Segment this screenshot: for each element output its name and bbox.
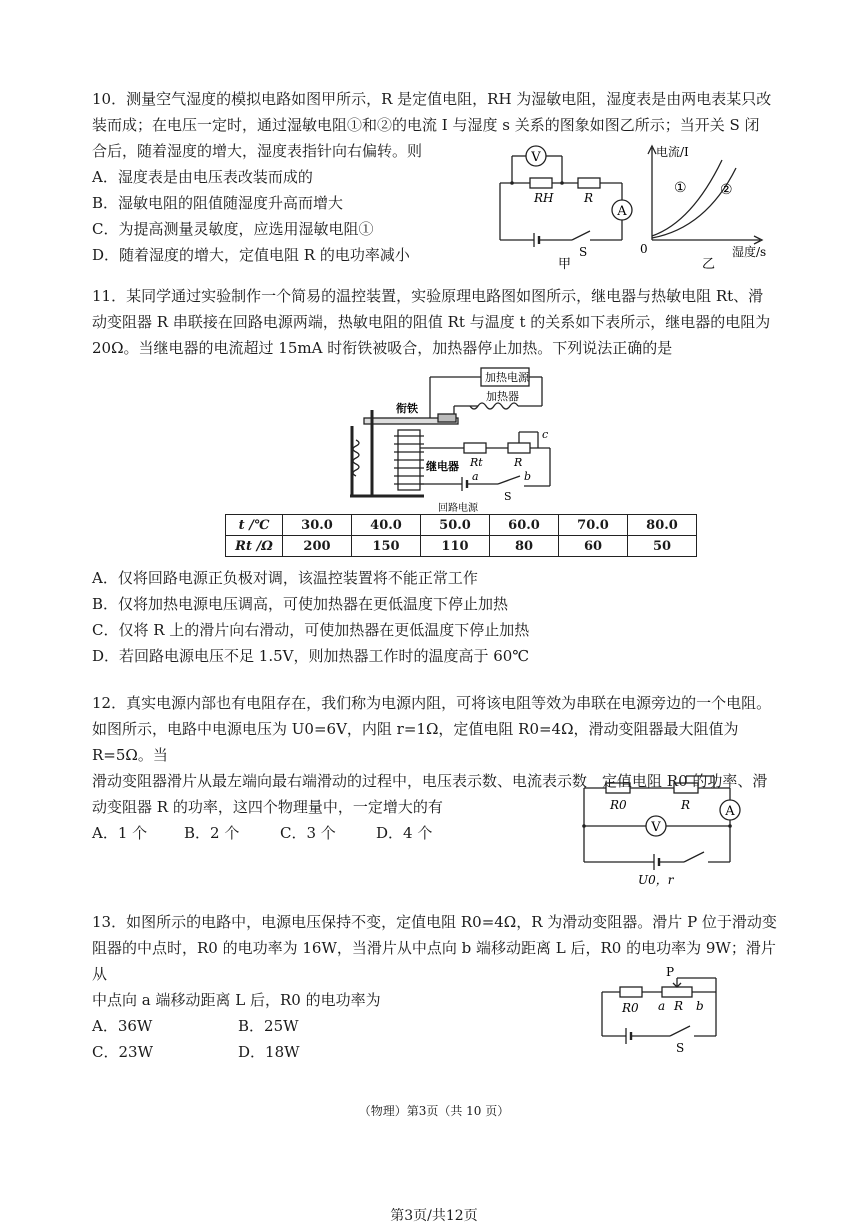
q13-option-c[interactable]: C．23W [92,1043,153,1061]
table-header-cell: Rt /Ω [226,536,283,557]
table-cell: 150 [352,536,421,557]
q12-circuit-figure [580,774,745,886]
terminal-a-label: a [658,999,666,1013]
q10-option-b[interactable]: B．湿敏电阻的阻值随湿度升高而增大 [92,194,344,212]
graph-x-label: 湿度/s [732,245,767,259]
rt-label: Rt [470,456,483,469]
q11-options [92,565,782,669]
switch-label: S [579,245,588,259]
table-row [226,536,697,557]
q10-option-c[interactable]: C．为提高测量灵敏度，应选用湿敏电阻① [92,220,374,238]
q10-line-3: 合后，随着湿度的增大，湿度表指针向右偏转。则 [92,142,423,160]
r0-label: R0 [610,798,627,812]
ammeter-symbol: A [725,804,735,819]
terminal-b-label: b [524,470,532,483]
table-cell: 30.0 [283,515,352,536]
ammeter-symbol: A [617,204,627,219]
loop-power-label: 回路电源 [438,503,478,514]
table-cell: 60.0 [490,515,559,536]
table-cell: 50 [628,536,697,557]
relay-label: 继电器 [426,460,459,473]
terminal-b-label: b [696,999,704,1013]
switch-label: S [504,490,512,503]
q11-option-b[interactable]: B．仅将加热电源电压调高，可使加热器在更低温度下停止加热 [92,595,509,613]
q13-line-3: 中点向 a 端移动距离 L 后，R0 的电功率为 [92,991,381,1009]
q13-option-b[interactable]: B．25W [238,1017,299,1035]
q13-option-d[interactable]: D．18W [238,1043,300,1061]
q13-line-1: 13．如图所示的电路中，电源电压保持不变，定值电阻 R0=4Ω，R 为滑动变阻器。滑片 P 位于滑动变 [92,913,777,931]
q10-line-2: 装而成；在电压一定时，通过湿敏电阻①和②的电流 I 与湿度 s 关系的图象如图乙所示；当开关 S 闭 [92,116,760,134]
voltmeter-symbol: V [651,820,661,835]
q12-line-3: 滑动变阻器滑片从最左端向最右端滑动的过程中，电压表示数、电流表示数 定值电阻 R0 的功率、滑 [92,772,768,790]
q11-option-c[interactable]: C．仅将 R 上的滑片向右滑动，可使加热器在更低温度下停止加热 [92,621,530,639]
table-cell: 70.0 [559,515,628,536]
q11-option-a[interactable]: A．仅将回路电源正负极对调，该温控装置将不能正常工作 [92,569,478,587]
rt-temperature-table [225,514,697,557]
q13-option-a[interactable]: A．36W [92,1017,153,1035]
curve-2-label: ② [720,182,733,198]
q13-circuit-figure [598,965,728,1055]
q12-option-c[interactable]: C．3 个 [280,824,336,842]
q10-option-d[interactable]: D．随着湿度的增大，定值电阻 R 的电功率减小 [92,246,410,264]
table-row [226,515,697,536]
curve-1-label: ① [674,180,687,196]
q12-line-4: 动变阻器 R 的功率，这四个物理量中，一定增大的有 [92,798,443,816]
terminal-a-label: a [472,470,479,483]
q11-relay-circuit-figure [338,364,568,516]
table-cell: 60 [559,536,628,557]
q12-option-d[interactable]: D．4 个 [376,824,433,842]
terminal-c-label: c [542,428,549,441]
table-cell: 40.0 [352,515,421,536]
r-label: R [584,191,594,205]
figure-label-jia: 甲 [558,257,572,272]
heater-label: 加热器 [486,390,519,403]
table-header-cell: t /℃ [226,515,283,536]
graph-origin: 0 [640,242,648,256]
q12-line-2: 如图所示，电路中电源电压为 U0=6V，内阻 r=1Ω，定值电阻 R0=4Ω，滑动变阻器最大阻值为 R=5Ω。当 [92,720,739,764]
q11-line-2: 动变阻器 R 串联接在回路电源两端，热敏电阻的阻值 Rt 与温度 t 的关系如下表所示，继电器的电阻为 [92,313,771,331]
table-cell: 80 [490,536,559,557]
table-cell: 110 [421,536,490,557]
q11-option-d[interactable]: D．若回路电源电压不足 1.5V，则加热器工作时的温度高于 60℃ [92,647,530,665]
q10-option-a[interactable]: A．湿度表是由电压表改装而成的 [92,168,313,186]
rh-label: RH [534,191,554,205]
figure-label-yi: 乙 [702,257,716,272]
table-cell: 50.0 [421,515,490,536]
graph-y-label: 电流/I [656,145,689,159]
q12-option-a[interactable]: A．1 个 [92,824,148,842]
r0-label: R0 [622,1001,639,1015]
armature-label: 衔铁 [396,402,418,415]
q11-line-3: 20Ω。当继电器的电流超过 15mA 时衔铁被吸合，加热器停止加热。下列说法正确的是 [92,339,673,357]
heating-power-label: 加热电源 [485,371,529,384]
r-label: R [514,456,523,469]
q11-line-1: 11．某同学通过实验制作一个简易的温控装置，实验原理电路图如图所示，继电器与热敏电阻 Rt、滑 [92,287,764,305]
voltmeter-symbol: V [531,150,541,165]
source-label: U0，r [638,873,674,887]
q12-option-b[interactable]: B．2 个 [184,824,240,842]
page-number: 第3页/共12页 [390,1208,478,1224]
q10-graph-figure-yi [630,140,770,270]
q10-line-1: 10．测量空气湿度的模拟电路如图甲所示，R 是定值电阻，RH 为湿敏电阻，湿度表是由两电表某只改 [92,90,772,108]
q10-circuit-figure-jia [490,140,640,270]
q13-line-2: 阻器的中点时，R0 的电功率为 16W，当滑片从中点向 b 端移动距离 L 后，R0 的电功率为 9W；滑片从 [92,939,776,983]
page-footer: （物理）第3页（共 10 页） [358,1104,510,1118]
slider-p-label: P [666,965,675,979]
r-label: R [674,999,684,1013]
question-11 [92,283,782,361]
switch-label: S [676,1041,685,1055]
r-label: R [681,798,691,812]
table-cell: 200 [283,536,352,557]
q12-line-1: 12．真实电源内部也有电阻存在，我们称为电源内阻，可将该电阻等效为串联在电源旁边的一个电阻。 [92,694,772,712]
table-cell: 80.0 [628,515,697,536]
